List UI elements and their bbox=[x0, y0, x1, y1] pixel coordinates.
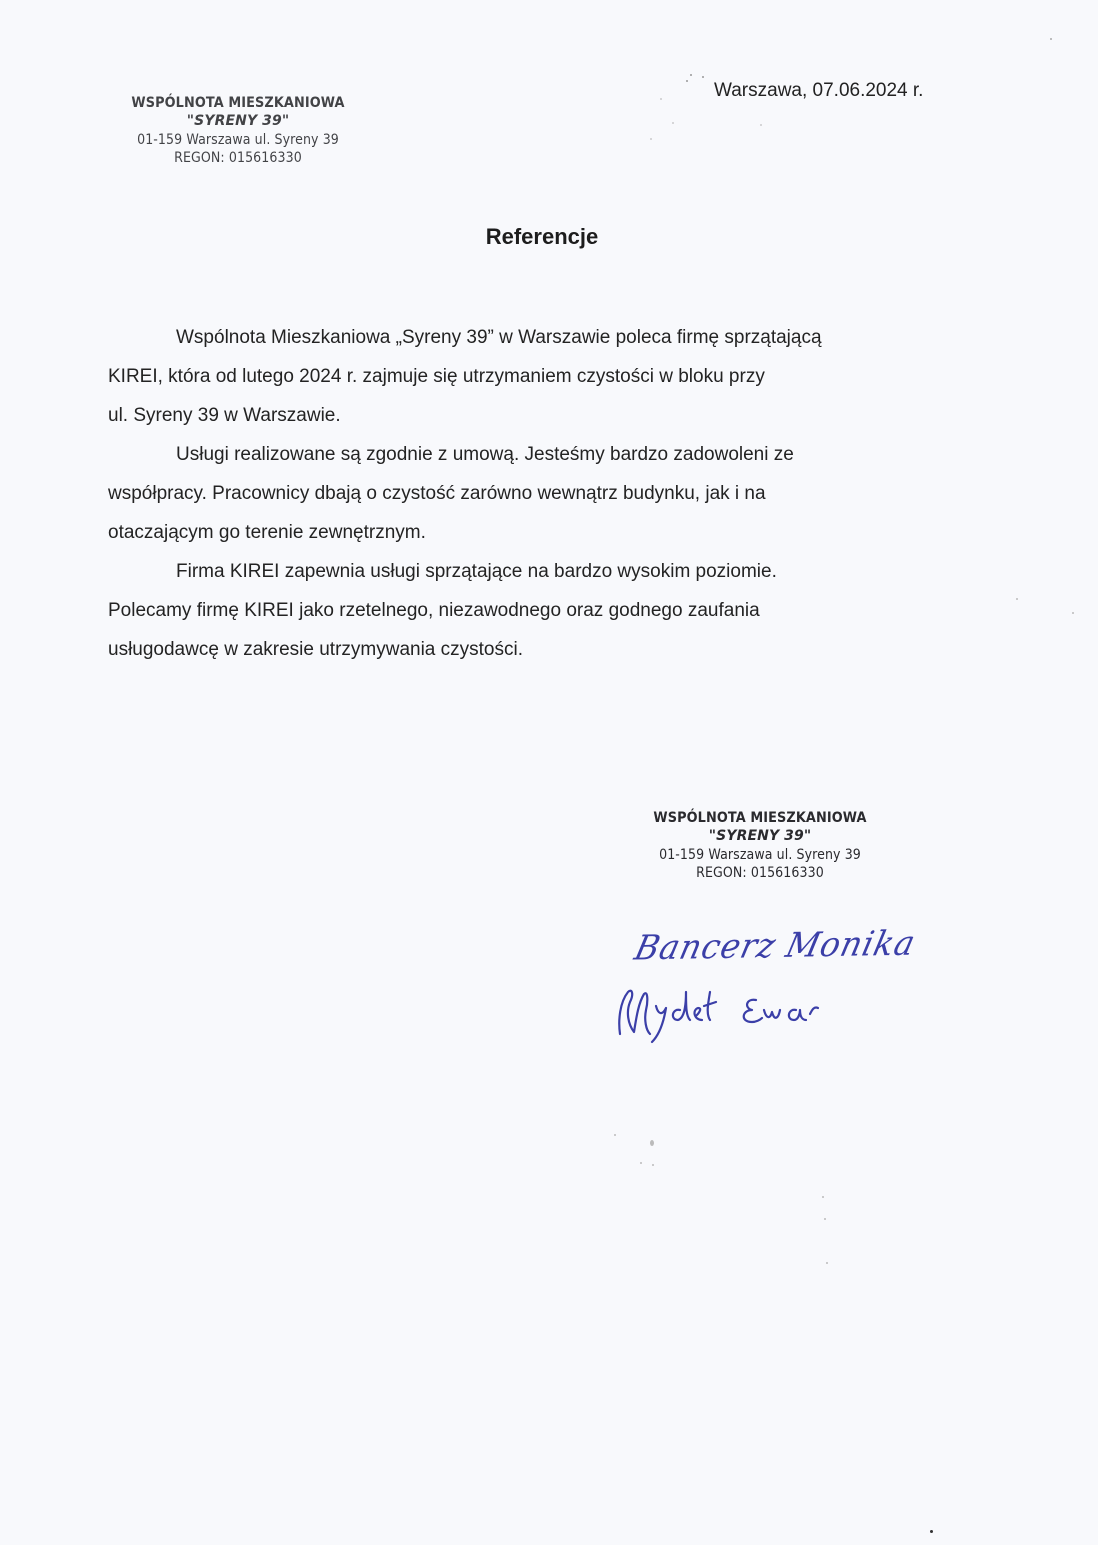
stamp-top bbox=[112, 94, 364, 168]
paragraph-line: Firma KIREI zapewnia usługi sprzątające na bardzo wysokim poziomie. bbox=[176, 561, 777, 582]
paragraph-line: współpracy. Pracownicy dbają o czystość zarówno wewnątrz budynku, jak i na bbox=[108, 483, 766, 504]
stamp-top-address: 01-159 Warszawa ul. Syreny 39 bbox=[137, 131, 339, 148]
stamp-top-regon: REGON: 015616330 bbox=[174, 150, 302, 167]
document-date: Warszawa, 07.06.2024 r. bbox=[714, 80, 924, 101]
signature-2-drawing bbox=[606, 980, 846, 1044]
signature-2 bbox=[606, 980, 846, 1048]
paragraph-line: Polecamy firmę KIREI jako rzetelnego, niezawodnego oraz godnego zaufania bbox=[108, 600, 760, 621]
paragraph-1 bbox=[108, 318, 968, 435]
stamp-top-org: WSPÓLNOTA MIESZKANIOWA bbox=[131, 95, 345, 111]
document-body bbox=[108, 318, 968, 669]
stamp-bottom-org: WSPÓLNOTA MIESZKANIOWA bbox=[653, 810, 867, 826]
stamp-top-name: "SYRENY 39" bbox=[186, 113, 290, 130]
paragraph-2 bbox=[108, 435, 968, 552]
paragraph-line: Wspólnota Mieszkaniowa „Syreny 39” w Warszawie poleca firmę sprzątającą bbox=[176, 327, 822, 348]
stamp-bottom-name: "SYRENY 39" bbox=[708, 828, 812, 845]
paragraph-3 bbox=[108, 552, 968, 669]
paragraph-line: Usługi realizowane są zgodnie z umową. Jesteśmy bardzo zadowoleni ze bbox=[176, 444, 794, 465]
signature-1: Bancerz Monika bbox=[630, 923, 920, 969]
paragraph-line: ul. Syreny 39 w Warszawie. bbox=[108, 405, 341, 426]
paragraph-line: usługodawcę w zakresie utrzymywania czystości. bbox=[108, 639, 523, 660]
paragraph-line: KIREI, która od lutego 2024 r. zajmuje się utrzymaniem czystości w bloku przy bbox=[108, 366, 765, 387]
document-title: Referencje bbox=[485, 224, 599, 249]
paragraph-line: otaczającym go terenie zewnętrznym. bbox=[108, 522, 426, 543]
stamp-bottom bbox=[634, 809, 886, 883]
stamp-bottom-address: 01-159 Warszawa ul. Syreny 39 bbox=[659, 846, 861, 863]
stamp-bottom-regon: REGON: 015616330 bbox=[696, 865, 824, 882]
